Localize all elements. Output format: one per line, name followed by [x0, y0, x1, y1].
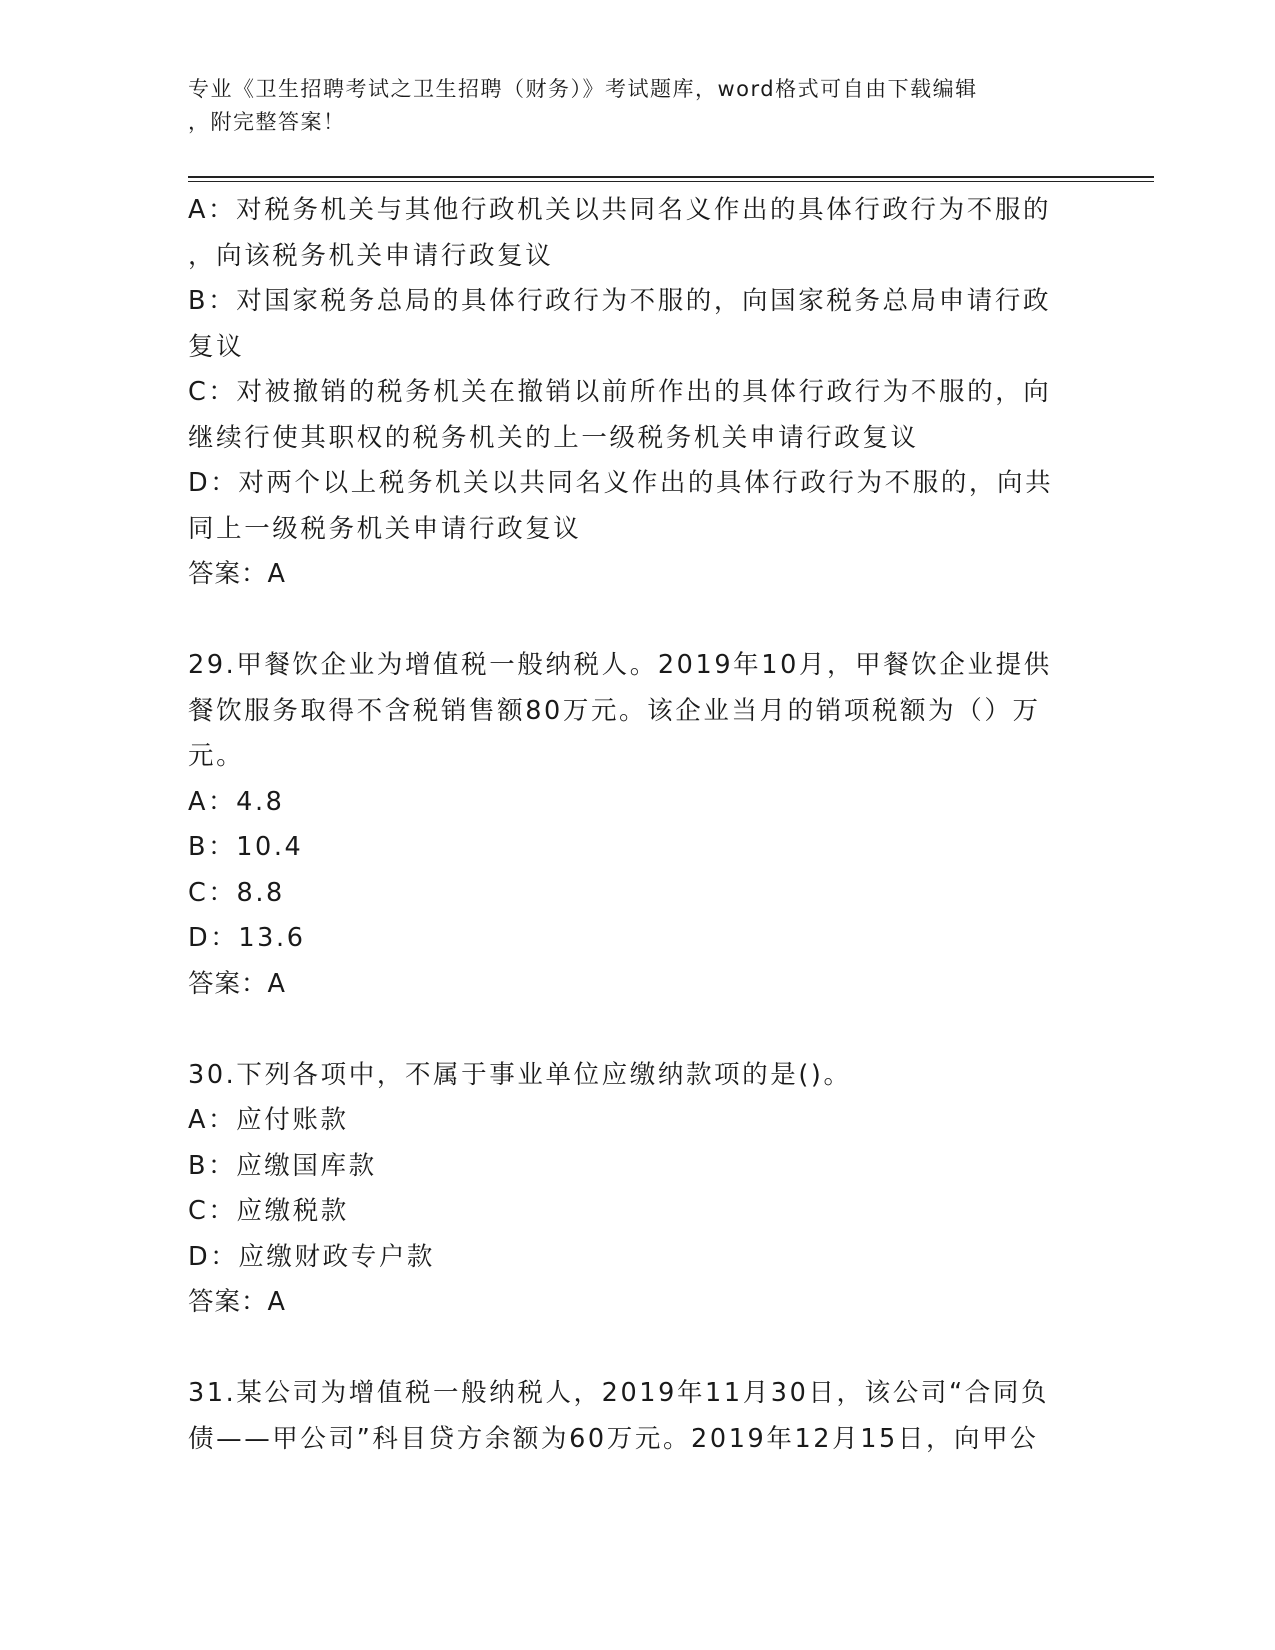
header-line-1: 专业《卫生招聘考试之卫生招聘（财务）》考试题库，word格式可自由下载编辑	[188, 77, 978, 101]
header-divider-thin	[188, 181, 1154, 182]
question-28	[188, 188, 1088, 598]
q28-option-c-line-2: 继续行使其职权的税务机关的上一级税务机关申请行政复议	[188, 422, 919, 453]
q28-option-c-line-1: C：对被撤销的税务机关在撤销以前所作出的具体行政行为不服的，向	[188, 377, 1052, 407]
question-30	[188, 1053, 1088, 1326]
document-body	[188, 188, 1088, 1462]
q28-option-d-line-1: D：对两个以上税务机关以共同名义作出的具体行政行为不服的，向共	[188, 468, 1054, 498]
q31-stem-line-2: 债——甲公司”科目贷方余额为60万元。2019年12月15日，向甲公	[188, 1423, 1039, 1454]
question-29	[188, 643, 1088, 1007]
header-divider-thick	[188, 176, 1154, 178]
q29-option-a: A：4.8	[188, 786, 285, 817]
q28-option-a-line-2: ，向该税务机关申请行政复议	[188, 240, 554, 271]
q29-stem-line-3: 元。	[188, 741, 245, 771]
document-header	[188, 73, 1088, 139]
spacer	[188, 1007, 1088, 1053]
header-line-2: ，附完整答案！	[188, 110, 346, 134]
q28-option-b-line-1: B：对国家税务总局的具体行政行为不服的，向国家税务总局申请行政	[188, 286, 1052, 316]
q30-option-c: C：应缴税款	[188, 1196, 349, 1226]
q28-option-a-line-1: A：对税务机关与其他行政机关以共同名义作出的具体行政行为不服的	[188, 195, 1052, 225]
q28-option-d-line-2: 同上一级税务机关申请行政复议	[188, 513, 582, 544]
q30-option-a: A：应付账款	[188, 1105, 349, 1135]
question-31	[188, 1371, 1088, 1462]
q28-answer: 答案：A	[188, 559, 286, 589]
q29-stem-line-1: 29.甲餐饮企业为增值税一般纳税人。2019年10月，甲餐饮企业提供	[188, 650, 1052, 680]
q29-option-b: B：10.4	[188, 832, 304, 862]
spacer	[188, 1326, 1088, 1372]
q30-option-b: B：应缴国库款	[188, 1150, 377, 1181]
q30-stem: 30.下列各项中，不属于事业单位应缴纳款项的是()。	[188, 1059, 852, 1090]
q30-answer: 答案：A	[188, 1287, 286, 1317]
q29-answer: 答案：A	[188, 968, 286, 999]
q31-stem-line-1: 31.某公司为增值税一般纳税人，2019年11月30日，该公司“合同负	[188, 1378, 1050, 1408]
q28-option-b-line-2: 复议	[188, 331, 245, 362]
spacer	[188, 598, 1088, 644]
q29-option-c: C：8.8	[188, 877, 285, 908]
q30-option-d: D：应缴财政专户款	[188, 1241, 436, 1272]
q29-option-d: D：13.6	[188, 923, 306, 953]
q29-stem-line-2: 餐饮服务取得不含税销售额80万元。该企业当月的销项税额为（）万	[188, 695, 1041, 726]
